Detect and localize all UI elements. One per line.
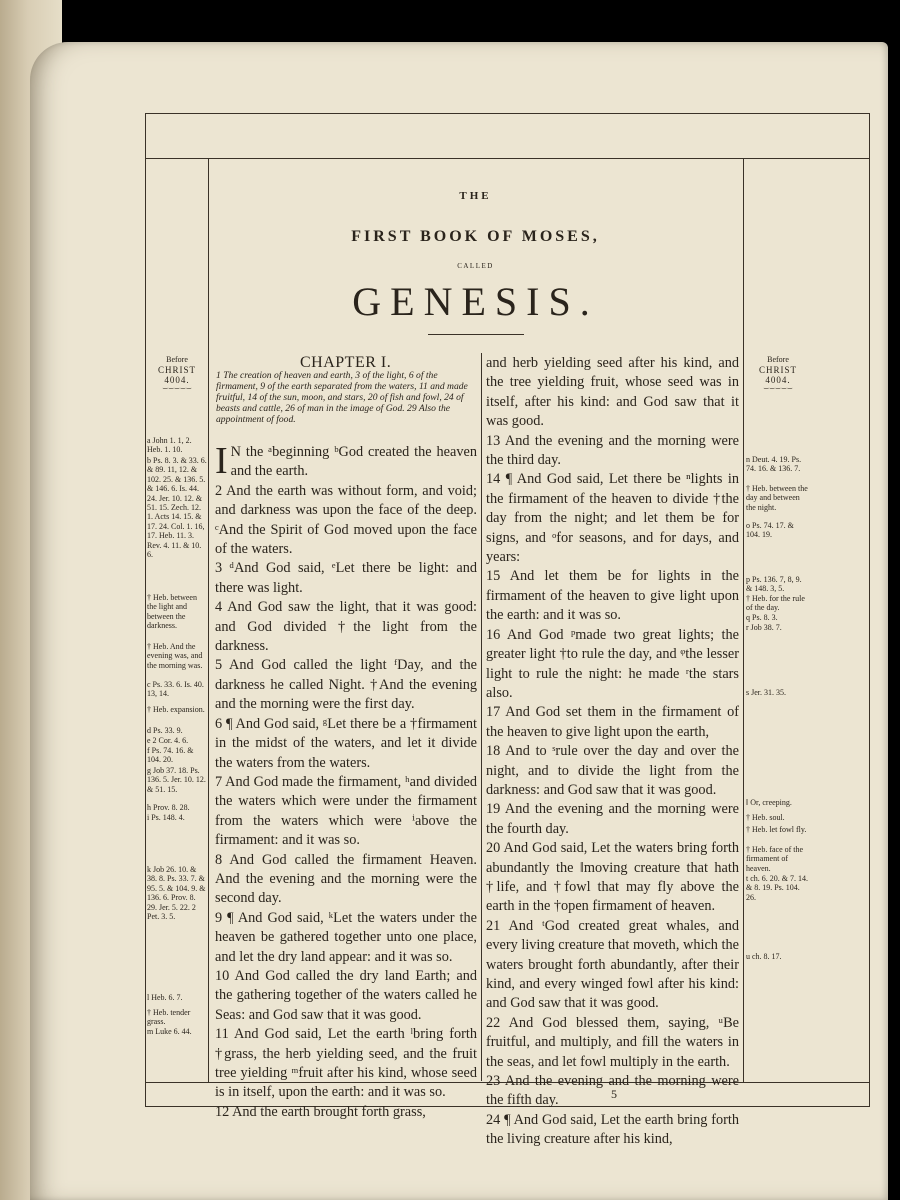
margin-note: q Ps. 8. 3.	[746, 613, 778, 622]
text-column-left	[215, 440, 477, 1122]
margin-note: † Heb. And the evening was, and the morning was.	[147, 642, 203, 670]
verse: 18 And to ˢrule over the day and over the night, and to divide the light from the darkness: and God saw that it was good.	[486, 743, 739, 798]
verse: 16 And God ᵖmade two great lights; the greater light †to rule the day, and ᵠthe lesser light to rule the night: he made ʳthe stars also.	[486, 626, 739, 701]
verse: 22 And God blessed them, saying, ᵘBe fruitful, and multiply, and fill the waters in the seas, and let fowl multiply in the earth.	[486, 1014, 739, 1070]
margin-note: c Ps. 33. 6. Is. 40. 13, 14.	[147, 680, 204, 699]
book-title: GENESIS.	[352, 279, 599, 324]
verse: 2 And the earth was without form, and void; and darkness was upon the face of the deep. ᶜAnd the Spirit of God moved upon the face of the waters.	[215, 482, 477, 558]
verse: 15 And let them be for lights in the firmament of the heaven to give light upon the earth: and it was so.	[486, 568, 739, 624]
header-first-book: FIRST BOOK OF MOSES,	[351, 228, 600, 245]
verse: 10 And God called the dry land Earth; and the gathering together of the waters called he Seas: and God saw that it was good.	[215, 967, 477, 1023]
margin-note: s Jer. 31. 35.	[746, 688, 786, 697]
margin-note: l Heb. 6. 7.	[147, 993, 183, 1002]
margin-note: f Ps. 74. 16. & 104. 20.	[147, 746, 194, 765]
margin-note: b Ps. 8. 3. & 33. 6. & 89. 11, 12. & 102. 25. & 136. 5. & 146. 6. Is. 44. 24. Jer. 10. 12. & 51. 15. Zech. 12. 1. Acts 14. 15. & 17. 24. Col. 1. 16, 17. Heb. 11. 3. Rev. 4. 11. & 10. 6.	[147, 456, 207, 560]
verse: 12 And the earth brought forth grass,	[215, 1103, 426, 1120]
margin-note: u ch. 8. 17.	[746, 952, 782, 961]
verse: 8 And God called the firmament Heaven. And the evening and the morning were the second day.	[215, 851, 477, 907]
verse: and herb yielding seed after his kind, and the tree yielding fruit, whose seed was in itself, after his kind: and God saw that it was good.	[486, 355, 739, 430]
before-christ-left: Before CHRIST 4004. ⌣⌣⌣⌣⌣	[157, 355, 196, 393]
margin-note: r Job 38. 7.	[746, 623, 782, 632]
margin-note: † Heb. between the light and between the darkness.	[147, 593, 197, 631]
verse: 9 ¶ And God said, ᵏLet the waters under the heaven be gathered together unto one place, and let the dry land appear: and it was so.	[215, 909, 477, 965]
margin-note: o Ps. 74. 17. & 104. 19.	[746, 521, 794, 540]
margin-note: † Heb. let fowl fly.	[746, 825, 807, 834]
verse: 5 And God called the light ᶠDay, and the darkness he called Night. †And the evening and the morning were the first day.	[215, 657, 477, 713]
margin-note: a John 1. 1, 2. Heb. 1. 10.	[147, 436, 192, 455]
margin-note: † Heb. between the day and between the night.	[746, 484, 808, 512]
text-column-right	[486, 354, 739, 1150]
margin-note: † Heb. tender grass.	[147, 1008, 191, 1027]
column-divider	[481, 353, 482, 1081]
verse: 11 And God said, Let the earth ˡbring forth †grass, the herb yielding seed, and the fruit tree yielding ᵐfruit after his kind, whose seed is in itself, upon the earth: and it was so.	[215, 1026, 477, 1101]
header-the: THE	[459, 190, 492, 202]
header-called: CALLED	[457, 262, 494, 270]
verse: 17 And God set them in the firmament of the heaven to give light upon the earth,	[486, 704, 739, 740]
margin-note: e 2 Cor. 4. 6.	[147, 736, 189, 745]
page-number: 5	[611, 1087, 617, 1101]
verse: 13 And the evening and the morning were the third day.	[486, 432, 739, 469]
title-rule	[428, 334, 524, 335]
verse: 19 And the evening and the morning were the fourth day.	[486, 801, 739, 837]
margin-note: d Ps. 33. 9.	[147, 726, 183, 735]
margin-note: m Luke 6. 44.	[147, 1027, 192, 1036]
margin-note: † Heb. for the rule of the day.	[746, 594, 805, 613]
right-margin-rule	[743, 158, 744, 1083]
chapter-title: CHAPTER I.	[300, 354, 392, 371]
margin-note: n Deut. 4. 19. Ps. 74. 16. & 136. 7.	[746, 455, 802, 474]
verse: 4 And God saw the light, that it was good: and God divided †the light from the darkness.	[215, 599, 477, 655]
before-christ-right: Before CHRIST 4004. ⌣⌣⌣⌣⌣	[758, 355, 797, 393]
margin-note: t ch. 6. 20. & 7. 14. & 8. 19. Ps. 104. 26.	[746, 874, 808, 902]
margin-note: ‖ Or, creeping.	[746, 798, 792, 807]
verse: 7 And God made the firmament, ʰand divided the waters which were under the firmament from the waters which were ⁱabove the firmament: and it was so.	[215, 773, 477, 849]
verse: 3 ᵈAnd God said, ᵉLet there be light: and there was light.	[215, 560, 477, 596]
margin-note: † Heb. soul.	[746, 813, 785, 822]
verse: N the ᵃbeginning ᵇGod created the heaven and the earth.	[230, 444, 477, 480]
margin-note: † Heb. expansion.	[147, 705, 205, 714]
margin-note: h Prov. 8. 28.	[147, 803, 190, 812]
margin-note: † Heb. face of the firmament of heaven.	[746, 845, 804, 873]
verse: 6 ¶ And God said, ᵍLet there be a †firmament in the midst of the waters, and let it divide the waters from the waters.	[215, 715, 477, 771]
verse: 20 And God said, Let the waters bring forth abundantly the ‖moving creature that hath †life, and †fowl that may fly above the earth in the †open firmament of heaven.	[486, 840, 739, 915]
verse: 14 ¶ And God said, Let there be ⁿlights in the firmament of the heaven to divide †the day from the night; and let them be for signs, and ᵒfor seasons, and for days, and years:	[486, 471, 739, 566]
margin-note: k Job 26. 10. & 38. 8. Ps. 33. 7. & 95. 5. & 104. 9. & 136. 6. Prov. 8. 29. Jer. 5. 22. 2 Pet. 3. 5.	[147, 865, 206, 922]
margin-note: p Ps. 136. 7, 8, 9. & 148. 3, 5.	[746, 575, 802, 594]
chapter-summary: 1 The creation of heaven and earth, 3 of the light, 6 of the firmament, 9 of the earth separated from the waters, 11 and made fruitful, 14 of the sun, moon, and stars, 20 of fish and fowl, 24 of beasts and cattle, 26 of man in the image of God. 29 Also the appointment of food.	[216, 370, 468, 425]
verse: 24 ¶ And God said, Let the earth bring forth the living creature after his kind,	[486, 1111, 739, 1148]
verse: 21 And ᵗGod created great whales, and every living creature that moveth, which the waters brought forth abundantly, after their kind, and every winged fowl after his kind: and God saw that it was good.	[486, 917, 739, 1012]
verse: 23 And the evening and the morning were the fifth day.	[486, 1073, 739, 1109]
margin-note: g Job 37. 18. Ps. 136. 5. Jer. 10. 12. & 51. 15.	[147, 766, 206, 794]
drop-cap: I	[215, 440, 228, 482]
top-rule	[145, 158, 870, 159]
margin-note: i Ps. 148. 4.	[147, 813, 185, 822]
